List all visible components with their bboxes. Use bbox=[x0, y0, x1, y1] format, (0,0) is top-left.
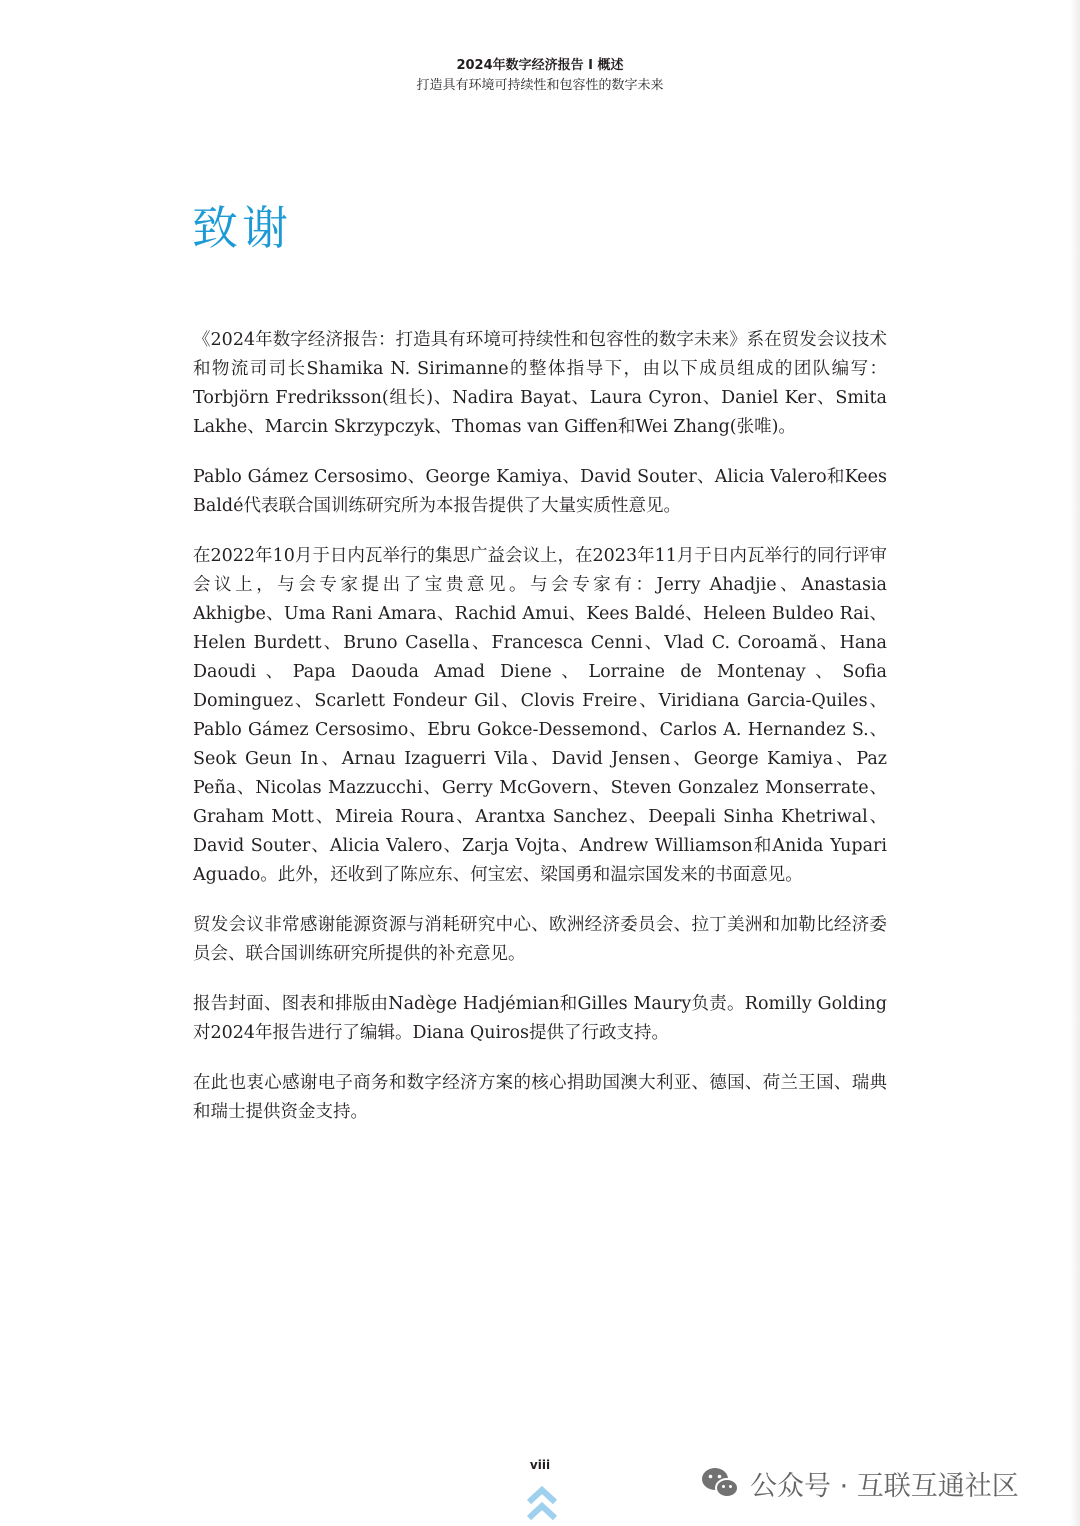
header-subtitle: 打造具有环境可持续性和包容性的数字未来 bbox=[416, 78, 664, 93]
running-header bbox=[0, 56, 1080, 96]
acknowledgements-body bbox=[193, 326, 887, 1148]
paragraph-donors: 在此也衷心感谢电子商务和数字经济方案的核心捐助国澳大利亚、德国、荷兰王国、瑞典和瑞士提供资金支持。 bbox=[193, 1073, 887, 1122]
header-title: 2024年数字经济报告 I 概述 bbox=[456, 58, 624, 73]
page-number: viii bbox=[529, 1458, 551, 1472]
chevron-up-icon[interactable] bbox=[525, 1484, 559, 1526]
paragraph-team: 《2024年数字经济报告：打造具有环境可持续性和包容性的数字未来》系在贸发会议技术和物流司司长Shamika N. Sirimanne的整体指导下，由以下成员组成的团队编写：Torbjörn Fredriksson(组长)、Nadira Bayat、Laura Cyron、Daniel Ker、Smita Lakhe、Marcin Skrzypczyk、Thomas van Giffen和Wei Zhang(张唯)。 bbox=[193, 330, 887, 437]
paragraph-experts: 在2022年10月于日内瓦举行的集思广益会议上，在2023年11月于日内瓦举行的同行评审会议上，与会专家提出了宝贵意见。与会专家有：Jerry Ahadjie、Anastasia Akhigbe、Uma Rani Amara、Rachid Amui、Kees Baldé、Heleen Buldeo Rai、Helen Burdett、Bruno Casella、Francesca Cenni、Vlad C. Coroamă、Hana Daoudi、Papa Daouda Amad Diene、Lorraine de Montenay、Sofia Dominguez、Scarlett Fondeur Gil、Clovis Freire、Viridiana Garcia-Quiles、Pablo Gámez Cersosimo、Ebru Gokce-Dessemond、Carlos A. Hernandez S.、Seok Geun In、Arnau Izaguerri Vila、David Jensen、George Kamiya、Paz Peña、Nicolas Mazzucchi、Gerry McGovern、Steven Gonzalez Monserrate、Graham Mott、Mireia Roura、Arantxa Sanchez、Deepali Sinha Khetriwal、David Souter、Alicia Valero、Zarja Vojta、Andrew Williamson和Anida Yupari Aguado。此外，还收到了陈应东、何宝宏、梁国勇和温宗国发来的书面意见。 bbox=[193, 546, 887, 885]
watermark bbox=[700, 1461, 1019, 1505]
wechat-icon bbox=[700, 1465, 740, 1501]
watermark-text: 公众号 · 互联互通社区 bbox=[750, 1470, 1019, 1502]
page-title: 致谢 bbox=[192, 201, 292, 255]
paragraph-layout: 报告封面、图表和排版由Nadège Hadjémian和Gilles Maury负责。Romilly Golding对2024年报告进行了编辑。Diana Quiros提供了行政支持。 bbox=[193, 994, 887, 1043]
paragraph-commissions: 贸发会议非常感谢能源资源与消耗研究中心、欧洲经济委员会、拉丁美洲和加勒比经济委员会、联合国训练研究所提供的补充意见。 bbox=[193, 915, 887, 964]
paragraph-unitar: Pablo Gámez Cersosimo、George Kamiya、David Souter、Alicia Valero和Kees Baldé代表联合国训练研究所为本报告提供了大量实质性意见。 bbox=[193, 467, 887, 516]
page-edge bbox=[1070, 0, 1080, 1526]
